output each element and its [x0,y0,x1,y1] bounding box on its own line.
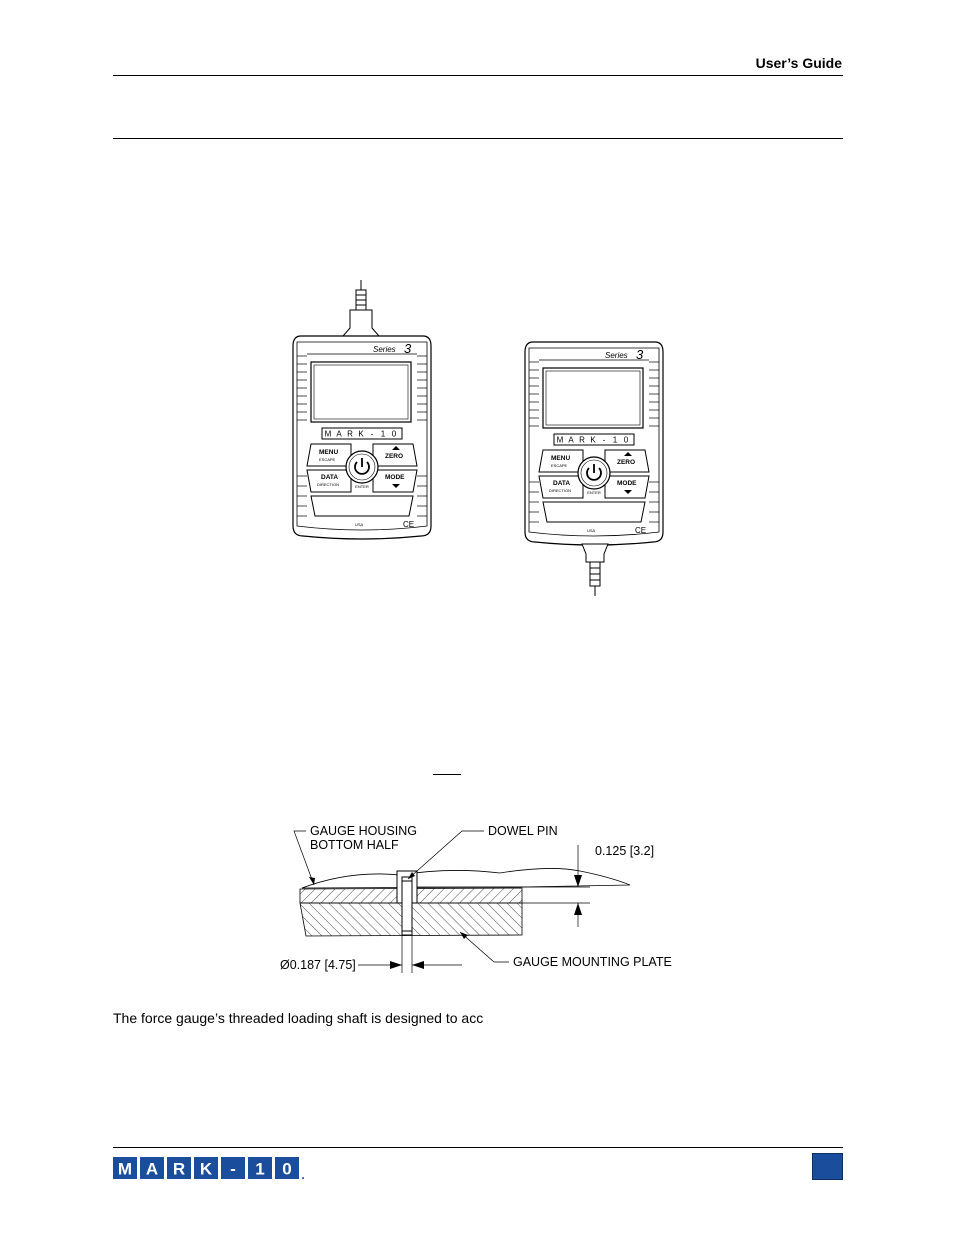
svg-text:R: R [172,1159,186,1179]
svg-text:1: 1 [380,429,386,439]
dowel-label: DOWEL PIN [488,824,558,838]
svg-text:ZERO: ZERO [617,459,636,466]
svg-text:USA: USA [355,522,364,527]
underline-mark [433,774,461,775]
housing-label-1: GAUGE HOUSING [310,824,417,838]
gauge-display [311,362,411,422]
svg-text:0: 0 [391,429,397,439]
svg-text:A: A [336,429,342,439]
svg-text:ESCAPE: ESCAPE [551,463,568,468]
svg-text:K: K [590,435,596,445]
gauge-bottom-shaft [582,544,608,596]
mark10-logo [113,1156,308,1182]
housing-label-2: BOTTOM HALF [310,838,399,852]
svg-text:K: K [358,429,364,439]
depth-label: 0.125 [3.2] [595,844,655,858]
svg-text:1: 1 [612,435,618,445]
svg-text:M: M [117,1159,133,1179]
svg-text:-: - [230,1159,236,1179]
svg-text:ENTER: ENTER [355,484,369,489]
svg-text:Series: Series [605,351,628,360]
gauges-illustration [280,280,680,600]
footer-rule [113,1147,843,1148]
svg-text:A: A [568,435,574,445]
gauge-right [525,342,663,545]
svg-text:DIRECTION: DIRECTION [317,482,339,487]
svg-text:M: M [556,435,564,445]
svg-text:R: R [579,435,585,445]
body-paragraph: The force gauge’s threaded loading shaft is designed to acc [113,1010,484,1026]
header-title: User’s Guide [755,55,842,71]
svg-text:0: 0 [282,1159,292,1179]
svg-text:DIRECTION: DIRECTION [549,488,571,493]
gauge-top-shaft [343,280,379,336]
diameter-label: Ø0.187 [4.75] [280,958,356,972]
svg-text:MODE: MODE [617,480,637,487]
svg-text:K: K [199,1159,213,1179]
series-label: Series [373,345,396,354]
svg-text:MENU: MENU [319,449,339,456]
header-rule [113,75,843,76]
svg-text:USA: USA [587,528,596,533]
gauge-left [293,336,431,539]
section-rule [113,138,843,139]
svg-text:DATA: DATA [553,480,571,487]
svg-text:3: 3 [636,347,644,362]
svg-text:M: M [324,429,332,439]
svg-text:CE: CE [403,520,415,529]
series-number: 3 [404,341,412,356]
svg-text:-: - [602,435,606,445]
svg-text:DATA: DATA [321,474,339,481]
svg-text:ZERO: ZERO [385,453,404,460]
brand-bar [322,428,402,439]
svg-text:R: R [347,429,353,439]
svg-text:-: - [370,429,374,439]
mounting-diagram [270,815,690,985]
plate-label: GAUGE MOUNTING PLATE [513,955,672,969]
svg-text:CE: CE [635,526,647,535]
svg-text:ESCAPE: ESCAPE [319,457,336,462]
svg-text:1: 1 [255,1159,265,1179]
svg-text:MODE: MODE [385,474,405,481]
svg-text:A: A [145,1159,159,1179]
svg-text:.: . [301,1168,305,1182]
svg-text:MENU: MENU [551,455,571,462]
page-number-box [812,1153,843,1180]
svg-text:0: 0 [623,435,629,445]
svg-text:ENTER: ENTER [587,490,601,495]
